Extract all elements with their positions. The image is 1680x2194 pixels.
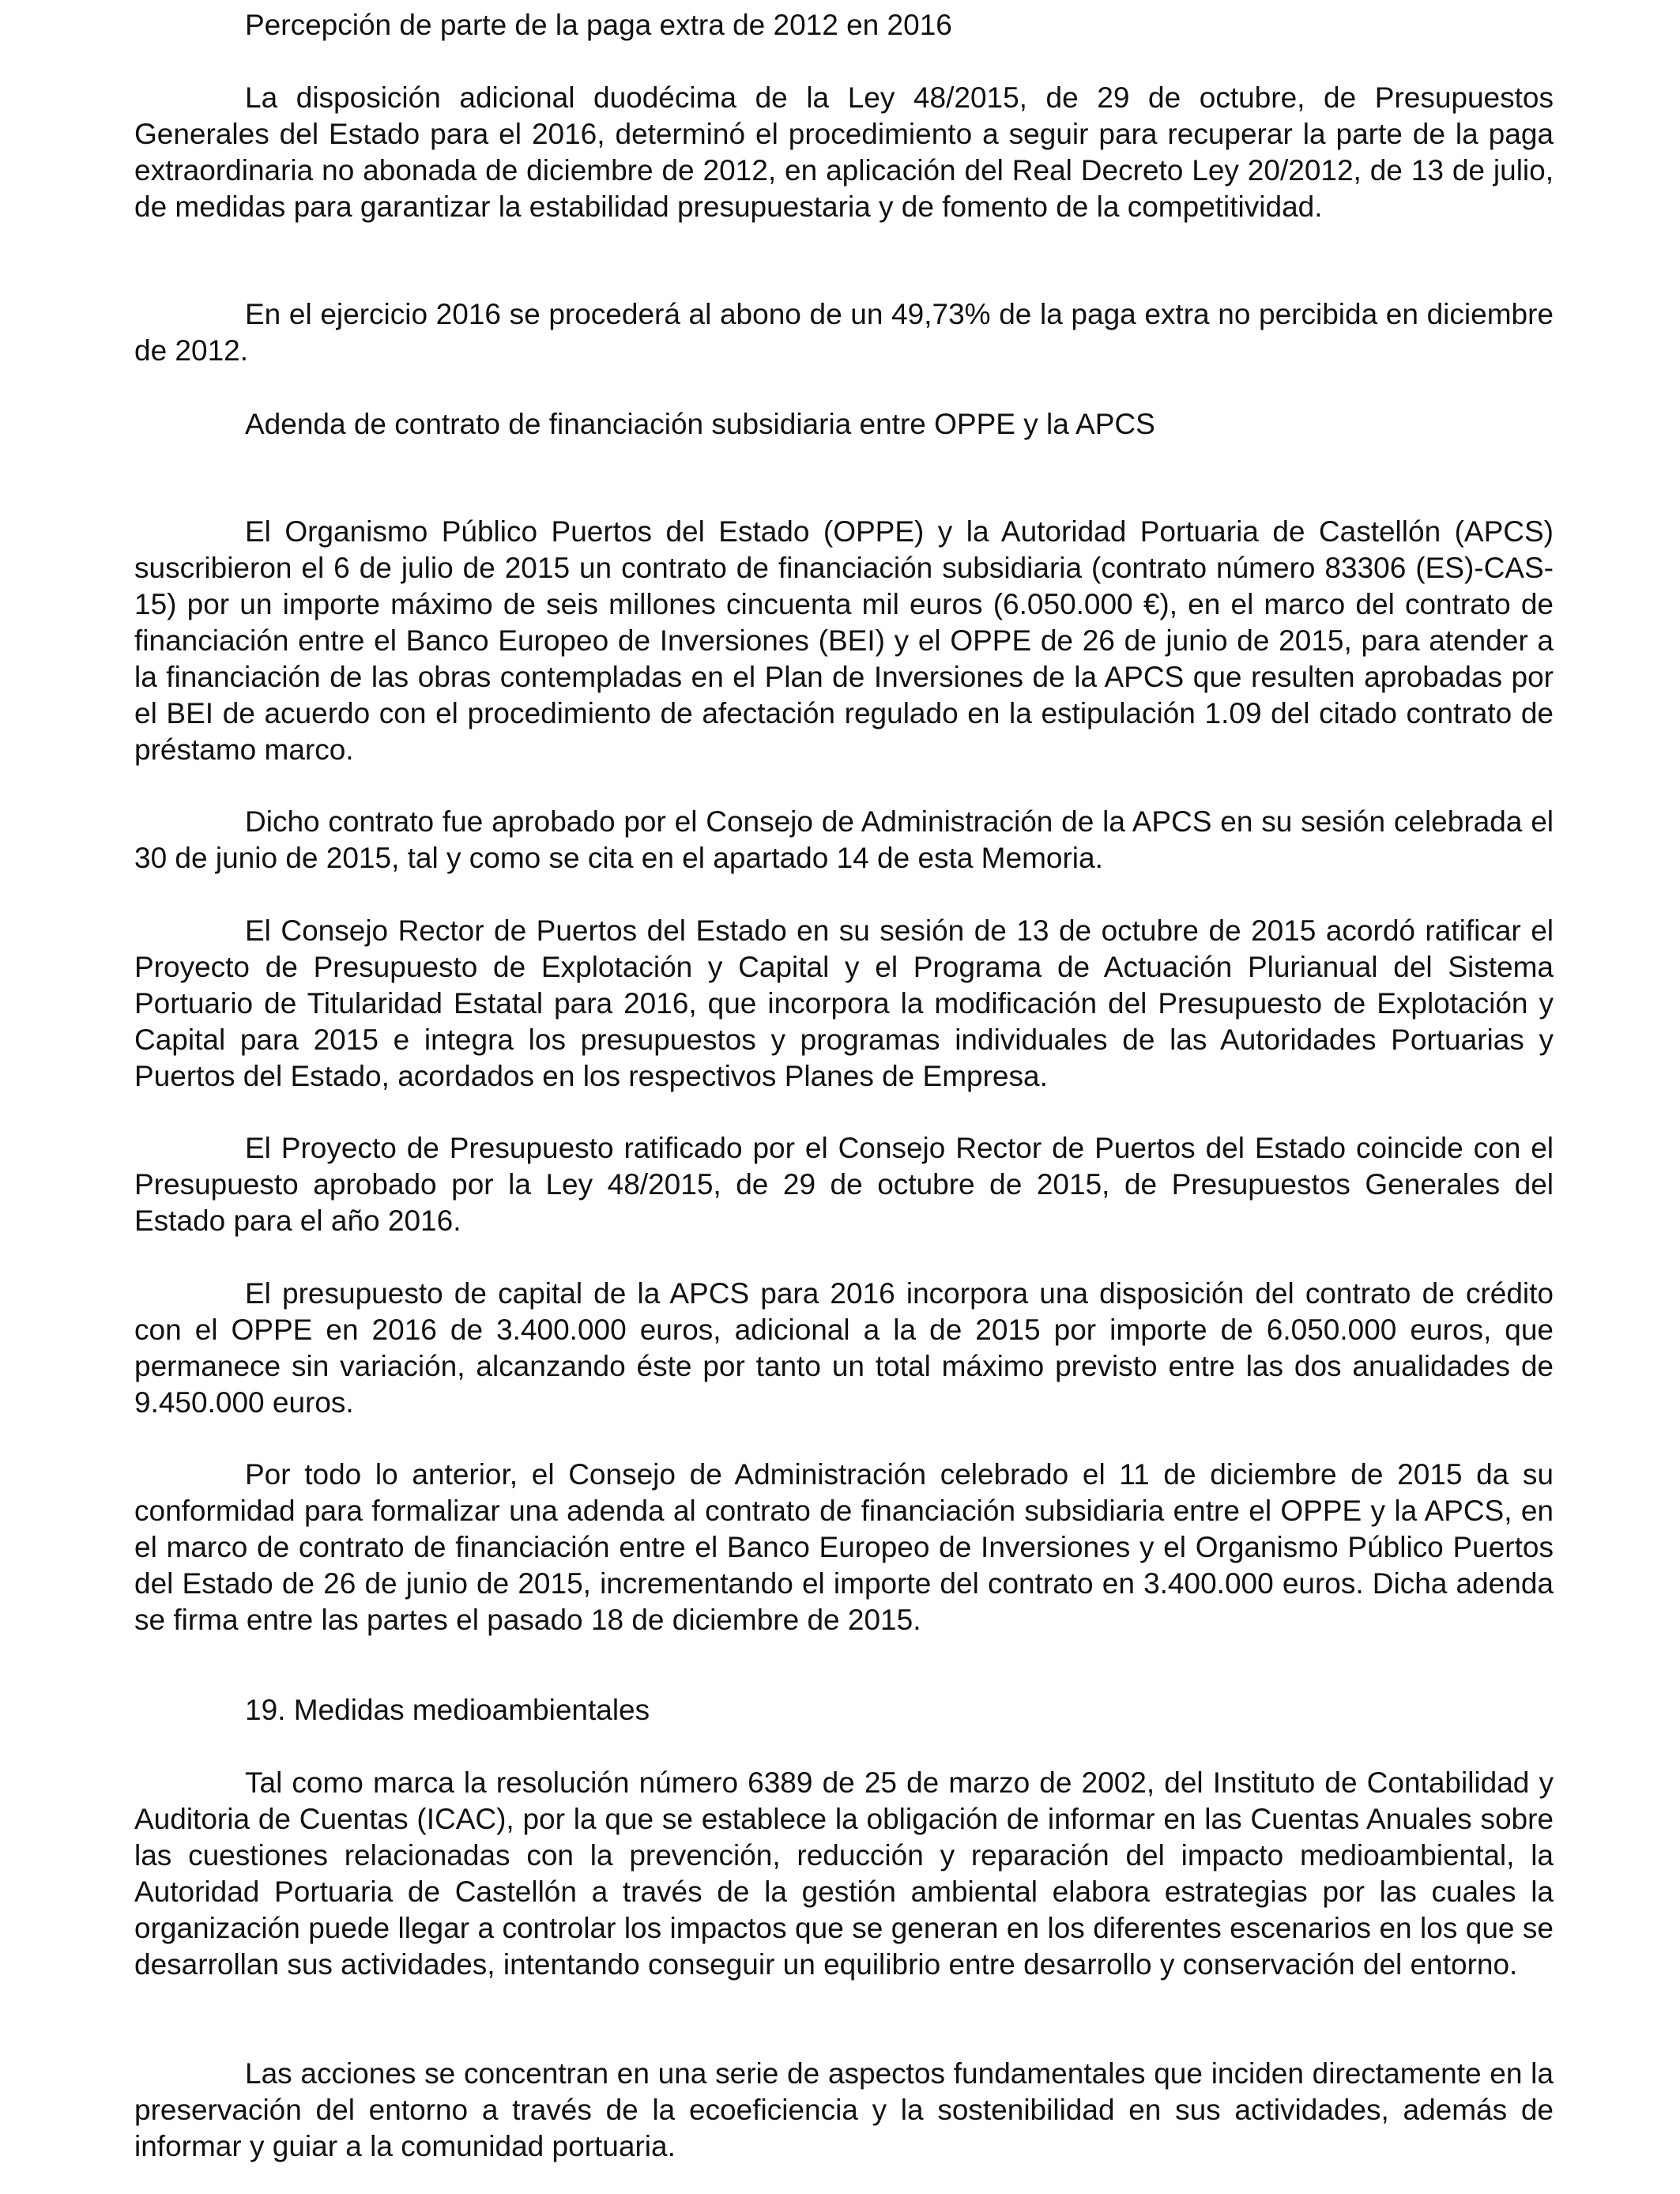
paragraph-paga-extra-2: En el ejercicio 2016 se procederá al abono de un 49,73% de la paga extra no percibida en diciembre de 2012.: [134, 298, 1554, 367]
paragraph-adenda-2: Dicho contrato fue aprobado por el Consejo de Administración de la APCS en su sesión celebrada el 30 de junio de 2015, tal y como se cita en el apartado 14 de esta Memoria.: [134, 805, 1554, 874]
paragraph-adenda-6: Por todo lo anterior, el Consejo de Administración celebrado el 11 de diciembre de 2015 da su conformidad para formalizar una adenda al contrato de financiación subsidiaria entre el OPPE y la APCS, en el marco de contrato de financiación entre el Banco Europeo de Inversiones y el Organismo Público Puertos del Estado de 26 de junio de 2015, incrementando el importe del contrato en 3.400.000 euros. Dicha adenda se firma entre las partes el pasado 18 de diciembre de 2015.: [134, 1458, 1554, 1636]
paragraph-adenda-4: El Proyecto de Presupuesto ratificado por el Consejo Rector de Puertos del Estado coincide con el Presupuesto aprobado por la Ley 48/2015, de 29 de octubre de 2015, de Presupuestos Generales del Estado para el año 2016.: [134, 1132, 1554, 1237]
paragraph-adenda-5: El presupuesto de capital de la APCS para 2016 incorpora una disposición del contrato de crédito con el OPPE en 2016 de 3.400.000 euros, adicional a la de 2015 por importe de 6.050.000 euros, que permanece sin variación, alcanzando éste por tanto un total máximo previsto entre las dos anualidades de 9.450.000 euros.: [134, 1277, 1554, 1419]
paragraph-adenda-1: El Organismo Público Puertos del Estado (OPPE) y la Autoridad Portuaria de Castellón (APCS) suscribieron el 6 de julio de 2015 un contrato de financiación subsidiaria (contrato número 83306 (ES)-CAS-15) por un importe máximo de seis millones cincuenta mil euros (6.050.000 €), en el marco del contrato de financiación entre el Banco Europeo de Inversiones (BEI) y el OPPE de 26 de junio de 2015, para atender a la financiación de las obras contempladas en el Plan de Inversiones de la APCS que resulten aprobadas por el BEI de acuerdo con el procedimiento de afectación regulado en la estipulación 1.09 del citado contrato de préstamo marco.: [134, 515, 1554, 766]
heading-adenda: Adenda de contrato de financiación subsidiaria entre OPPE y la APCS: [245, 408, 1155, 440]
paragraph-medioambientales-1: Tal como marca la resolución número 6389 de 25 de marzo de 2002, del Instituto de Contabilidad y Auditoria de Cuentas (ICAC), por la que se establece la obligación de informar en las Cuentas Anuales sobre las cuestiones relacionadas con la prevención, reducción y reparación del impacto medioambiental, la Autoridad Portuaria de Castellón a través de la gestión ambiental elabora estrategias por las cuales la organización puede llegar a controlar los impactos que se generan en los diferentes escenarios en los que se desarrollan sus actividades, intentando conseguir un equilibrio entre desarrollo y conservación del entorno.: [134, 1766, 1554, 1981]
heading-medidas-medioambientales: 19. Medidas medioambientales: [245, 1694, 650, 1726]
paragraph-paga-extra-1: La disposición adicional duodécima de la Ley 48/2015, de 29 de octubre, de Presupuestos Generales del Estado para el 2016, determinó el procedimiento a seguir para recuperar la parte de la paga extraordinaria no abonada de diciembre de 2012, en aplicación del Real Decreto Ley 20/2012, de 13 de julio, de medidas para garantizar la estabilidad presupuestaria y de fomento de la competitividad.: [134, 81, 1554, 223]
paragraph-medioambientales-2: Las acciones se concentran en una serie de aspectos fundamentales que inciden directamente en la preservación del entorno a través de la ecoeficiencia y la sostenibilidad en sus actividades, además de informar y guiar a la comunidad portuaria.: [134, 2057, 1554, 2162]
heading-paga-extra: Percepción de parte de la paga extra de 2012 en 2016: [245, 9, 952, 41]
paragraph-adenda-3: El Consejo Rector de Puertos del Estado en su sesión de 13 de octubre de 2015 acordó ratificar el Proyecto de Presupuesto de Explotación y Capital y el Programa de Actuación Plurianual del Sistema Portuario de Titularidad Estatal para 2016, que incorpora la modificación del Presupuesto de Explotación y Capital para 2015 e integra los presupuestos y programas individuales de las Autoridades Portuarias y Puertos del Estado, acordados en los respectivos Planes de Empresa.: [134, 914, 1554, 1092]
